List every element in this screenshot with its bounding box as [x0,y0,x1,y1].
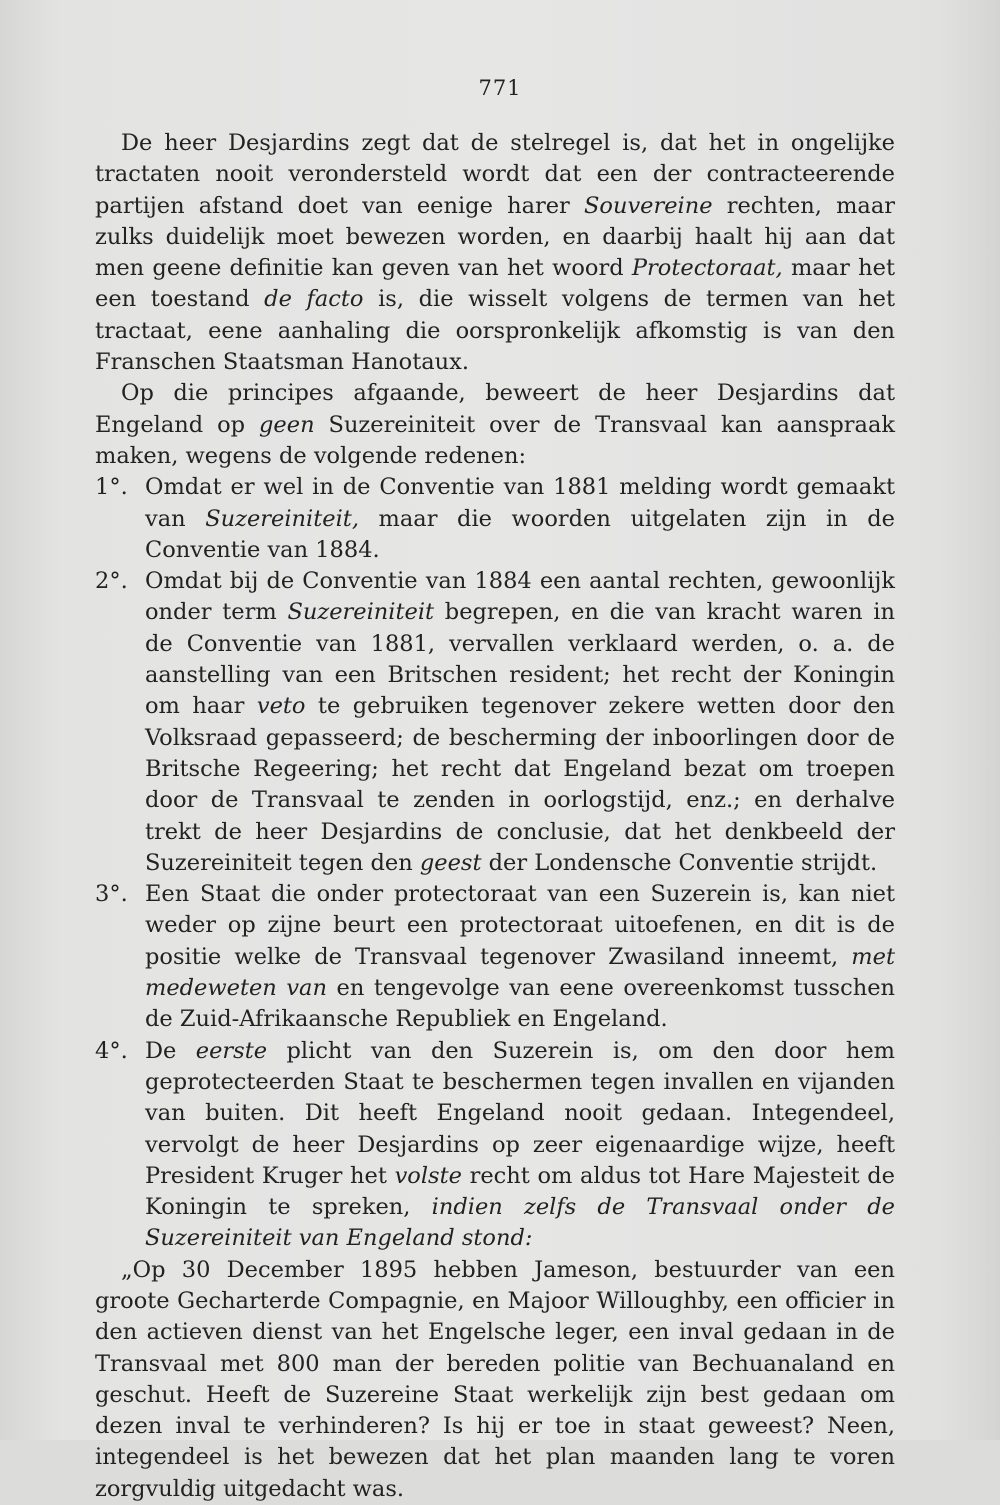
text-run: maar het een toestand [95,255,895,313]
italic-run: indien zelfs de Transvaal onder de Suzereiniteit van Engeland stond: [145,1194,895,1252]
text-run: De heer Desjardins zegt dat de stelregel is, dat het in ongelijke tractaten nooit verondersteld wordt dat een der contracteerende partijen afstand doet van eenige harer [95,130,895,219]
item-text [145,472,895,566]
text-run: De [145,1037,196,1064]
italic-run: geest [419,849,482,876]
paragraph-3: „Op 30 December 1895 hebben Jameson, bestuurder van een groote Gecharterde Compagnie, en Majoor Willoughby, een officier in den actieven dienst van het Engelsche leger, een inval gedaan in de Transvaal met 800 man der bereden politie van Bechuanaland en geschut. Heeft de Suzereine Staat werkelijk zijn best gedaan om dezen inval te verhinderen? Is hij er toe in staat geweest? Neen, integendeel is het bewezen dat het plan maanden lang te voren zorgvuldig uitgedacht was. [95,1256,895,1502]
text-run: plicht van den Suzerein is, om den door hem geprotecteerden Staat te beschermen tegen invallen en vijanden van buiten. Dit heeft Engeland nooit gedaan. Integendeel, vervolgt de heer Desjardins op zeer eigenaardige wijze, heeft President Kruger het [145,1037,895,1189]
text-run: der Londensche Conventie strijdt. [481,849,878,876]
paragraph-1 [95,128,895,378]
text-run: Suzereiniteit over de Transvaal kan aanspraak maken, wegens de volgende redenen: [95,411,895,469]
text-run: Een Staat die onder protectoraat van een Suzerein is, kan niet weder op zijne beurt een protectoraat uitoefenen, en dit is de positie welke de Transvaal tegenover Zwasiland inneemt, [145,881,895,970]
italic-run: Souvereine [584,192,713,219]
text-run: Omdat er wel in de Conventie van 1881 melding wordt gemaakt van [145,474,895,532]
text-run: te gebruiken tegenover zekere wetten door den Volksraad gepasseerd; de bescherming der inboorlingen door de Britsche Regeering; het recht dat Engeland bezat om troepen door de Transvaal te zenden in oorlogstijd, enz.; en derhalve trekt de heer Desjardins de conclusie, dat het denkbeeld der Suzereiniteit tegen den [145,693,895,876]
italic-run: geen [259,411,315,438]
paragraph-2 [95,378,895,472]
italic-run: eerste [195,1037,268,1064]
item-text [145,879,895,1035]
item-number: 4°. [95,1037,128,1064]
text-run: Op die principes afgaande, beweert de heer Desjardins dat Engeland op [95,380,895,438]
item-number: 3°. [95,881,128,908]
list-item-1 [95,472,895,566]
list-item-3 [95,879,895,1035]
italic-run: met medeweten van [145,943,895,1002]
body-text [95,128,895,1505]
item-number: 1°. [95,474,128,501]
item-text [145,1036,895,1255]
italic-run: Protectoraat, [631,255,783,282]
italic-run: de facto [264,286,364,313]
item-text [145,566,895,879]
italic-run: Suzereiniteit, [205,505,359,532]
page-number: 771 [478,76,522,100]
text-run: begrepen, en die van kracht waren in de Conventie van 1881, vervallen verklaard werden, o. a. de aanstelling van een Britschen resident; het recht der Koningin om haar [145,599,895,720]
text-run: Omdat bij de Conventie van 1884 een aantal rechten, gewoonlijk onder term [145,568,895,626]
text-run: maar die woorden uitgelaten zijn in de Conventie van 1884. [145,505,895,563]
italic-run: volste [394,1162,462,1189]
list-item-2 [95,566,895,879]
italic-run: Suzereiniteit [287,599,435,626]
text-run: recht om aldus tot Hare Majesteit de Koningin te spreken, [145,1162,895,1221]
text-run: rechten, maar zulks duidelijk moet bewezen worden, en daarbij haalt hij aan dat men geene definitie kan geven van het woord [95,192,896,282]
item-number: 2°. [95,568,128,595]
list-item-4 [95,1036,895,1255]
italic-run: veto [256,693,306,720]
text-run: is, die wisselt volgens de termen van het tractaat, eene aanhaling die oorspronkelijk afkomstig is van den Franschen Staatsman Hanotaux. [95,286,895,376]
text-run: en tengevolge van eene overeenkomst tusschen de Zuid-Afrikaansche Republiek en Engeland. [145,975,895,1033]
